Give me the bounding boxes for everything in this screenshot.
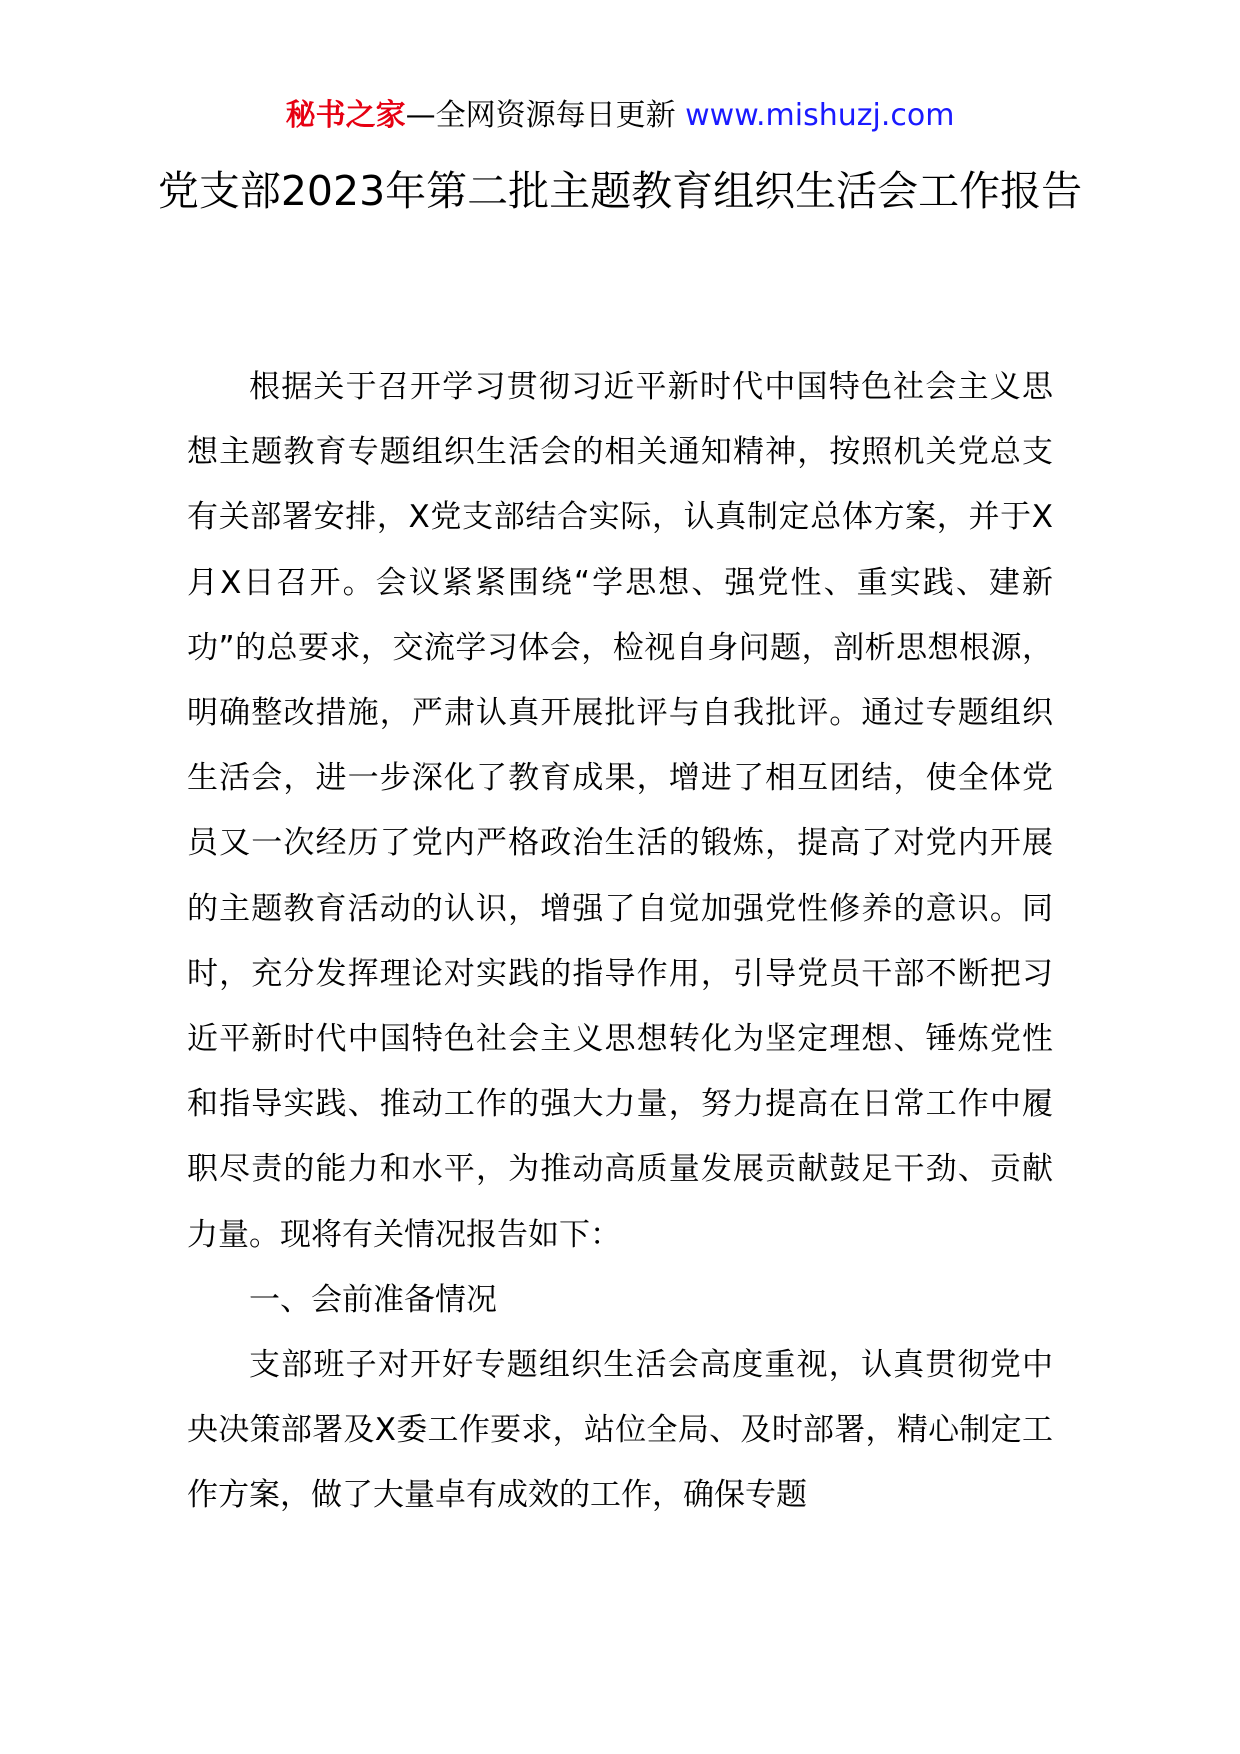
intro-paragraph: 根据关于召开学习贯彻习近平新时代中国特色社会主义思想主题教育专题组织生活会的相关通知精神，按照机关党总支有关部署安排，X党支部结合实际，认真制定总体方案，并于X月X日召开。会议紧紧围绕“学思想、强党性、重实践、建新功”的总要求，交流学习体会，检视自身问题，剖析思想根源，明确整改措施，严肃认真开展批评与自我批评。通过专题组织生活会，进一步深化了教育成果，增进了相互团结，使全体党员又一次经历了党内严格政治生活的锻炼，提高了对党内开展的主题教育活动的认识，增强了自觉加强党性修养的意识。同时，充分发挥理论对实践的指导作用，引导党员干部不断把习近平新时代中国特色社会主义思想转化为坚定理想、锤炼党性和指导实践、推动工作的强大力量，努力提高在日常工作中履职尽责的能力和水平，为推动高质量发展贡献鼓足干劲、贡献力量。现将有关情况报告如下： — [187, 369, 1053, 1253]
document-title: 党支部2023年第二批主题教育组织生活会工作报告 — [157, 167, 1083, 215]
document-body — [187, 355, 1053, 1529]
section-paragraph: 支部班子对开好专题组织生活会高度重视，认真贯彻党中央决策部署及X委工作要求，站位全局、及时部署，精心制定工作方案，做了大量卓有成效的工作，确保专题 — [187, 1347, 1053, 1514]
header-slogan: —全网资源每日更新 — [405, 98, 686, 133]
brand-name: 秘书之家 — [285, 98, 406, 133]
section-heading: 一、会前准备情况 — [249, 1281, 497, 1318]
site-header — [0, 96, 1240, 136]
site-url[interactable]: www.mishuzj.com — [685, 98, 955, 133]
